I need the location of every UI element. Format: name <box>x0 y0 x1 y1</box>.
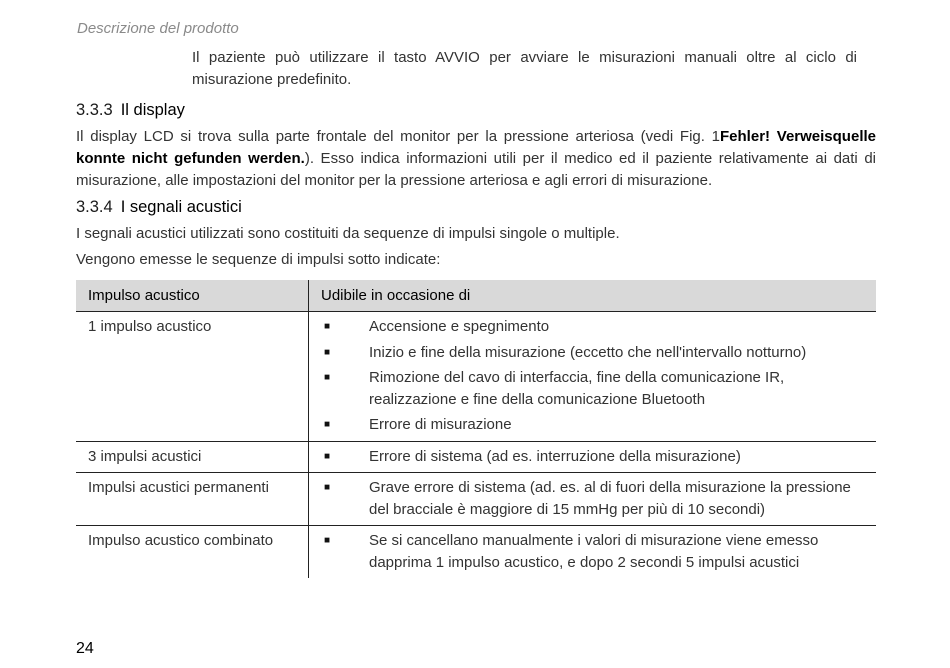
cross-reference-error: Fehler! Verweisquelle konnte nicht gefunden werden. <box>76 128 876 167</box>
list-item <box>321 414 864 436</box>
table-row <box>76 526 876 579</box>
occasion-cell <box>309 526 877 579</box>
square-bullet-icon: ■ <box>324 419 331 430</box>
display-text-after: ). Esso indica informazioni utili per il medico ed il paziente relativamente ai dati di misurazione, alle impostazioni del monitor per la pressione arteriosa e agli errori di misurazione. <box>76 150 876 189</box>
square-bullet-icon: ■ <box>324 535 331 546</box>
list-item-text: Rimozione del cavo di interfaccia, fine della comunicazione IR, realizzazione e fine della comunicazione Bluetooth <box>369 369 785 408</box>
signals-table <box>76 280 876 578</box>
list-item-text: Grave errore di sistema (ad. es. al di fuori della misurazione la pressione del bracciale è maggiore di 15 mmHg per più di 10 secondi) <box>369 479 851 518</box>
section-heading-signals <box>76 198 242 217</box>
occasion-list <box>321 446 864 468</box>
section-title: Il display <box>120 101 185 119</box>
square-bullet-icon: ■ <box>324 346 331 358</box>
list-item <box>321 477 864 520</box>
table-row <box>76 441 876 473</box>
occasion-list <box>321 530 864 573</box>
list-item <box>321 367 864 410</box>
list-item-text: Inizio e fine della misurazione (eccetto che nell'intervallo notturno) <box>369 343 807 361</box>
occasion-list <box>321 477 864 520</box>
occasion-cell <box>309 312 877 442</box>
display-text-before: Il display LCD si trova sulla parte frontale del monitor per la pressione arteriosa (vedi Fig. 1 <box>76 128 721 145</box>
list-item-text: Errore di misurazione <box>369 416 512 433</box>
list-item <box>321 530 864 573</box>
display-paragraph <box>76 126 876 192</box>
signals-intro-paragraph: Vengono emesse le sequenze di impulsi sotto indicate: <box>76 251 441 268</box>
running-header: Descrizione del prodotto <box>77 20 239 37</box>
column-header: Udibile in occasione di <box>309 280 877 312</box>
table-header-row <box>76 280 876 312</box>
list-item <box>321 316 864 338</box>
signal-type-cell: 1 impulso acustico <box>76 312 309 442</box>
signal-type-cell: 3 impulsi acustici <box>76 441 309 473</box>
section-title: I segnali acustici <box>120 198 242 216</box>
square-bullet-icon: ■ <box>324 321 331 332</box>
occasion-cell <box>309 473 877 526</box>
list-item <box>321 342 864 364</box>
list-item-text: Se si cancellano manualmente i valori di misurazione viene emesso dapprima 1 impulso acustico, e dopo 2 secondi 5 impulsi acustici <box>369 532 819 571</box>
intro-paragraph: Il paziente può utilizzare il tasto AVVIO per avviare le misurazioni manuali oltre al ciclo di misurazione predefinito. <box>192 49 857 88</box>
occasion-list <box>321 316 864 436</box>
signal-type-cell: Impulsi acustici permanenti <box>76 473 309 526</box>
signal-type-cell: Impulso acustico combinato <box>76 526 309 579</box>
square-bullet-icon: ■ <box>324 372 331 383</box>
list-item <box>321 446 864 468</box>
table-row <box>76 473 876 526</box>
section-number: 3.3.4 <box>76 198 113 216</box>
column-header: Impulso acustico <box>76 280 309 312</box>
square-bullet-icon: ■ <box>324 482 331 493</box>
page-number: 24 <box>76 640 94 657</box>
table-row <box>76 312 876 442</box>
list-item-text: Errore di sistema (ad es. interruzione della misurazione) <box>369 447 741 465</box>
square-bullet-icon: ■ <box>324 450 331 462</box>
section-number: 3.3.3 <box>76 101 113 119</box>
occasion-cell <box>309 441 877 473</box>
signals-paragraph: I segnali acustici utilizzati sono costituiti da sequenze di impulsi singole o multiple. <box>76 225 620 242</box>
section-heading-display <box>76 101 185 120</box>
list-item-text: Accensione e spegnimento <box>369 318 550 335</box>
